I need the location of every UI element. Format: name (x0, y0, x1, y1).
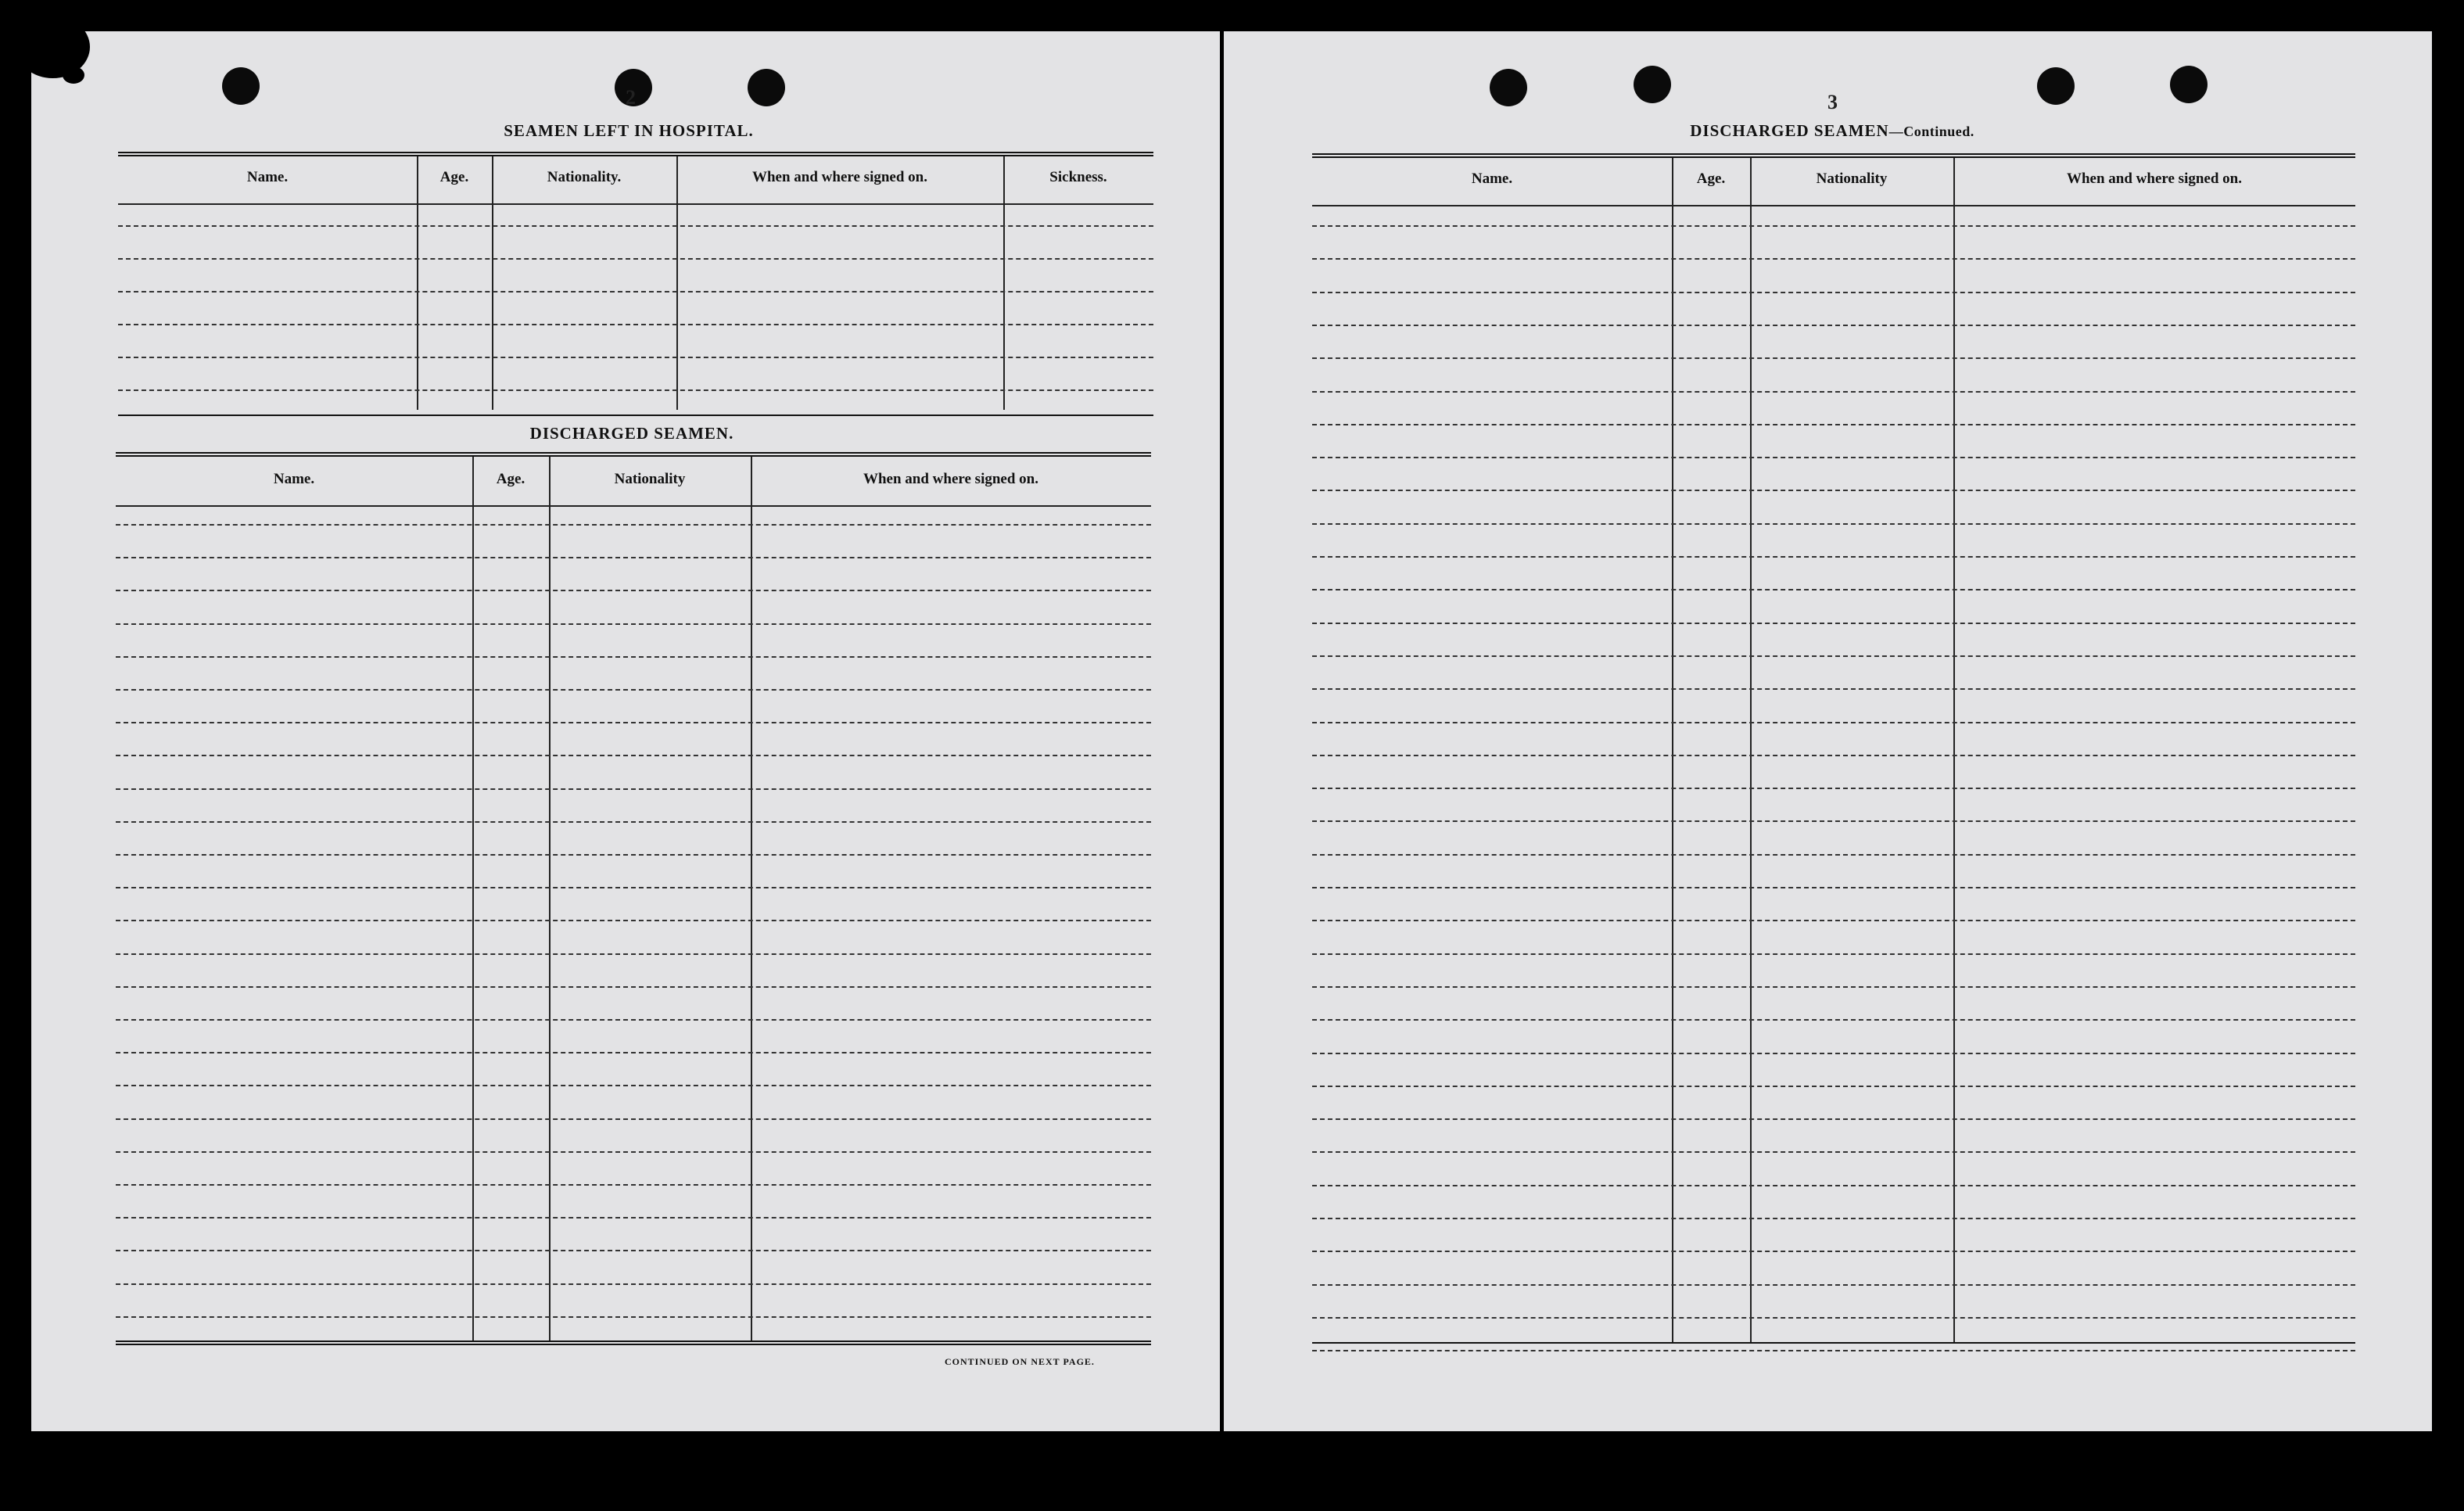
table-row (1312, 424, 2355, 425)
discharged-table (116, 452, 1151, 1383)
col-header-nationality: Nationality. (547, 169, 622, 185)
table-row (1312, 953, 2355, 955)
col-header-nationality: Nationality (1816, 170, 1888, 187)
table-row (1312, 589, 2355, 590)
title-suffix: —Continued. (1888, 124, 1974, 139)
table-row (1312, 1151, 2355, 1153)
table-row (1312, 391, 2355, 393)
table-row (118, 357, 1153, 358)
table-row (1312, 1317, 2355, 1319)
table-row (1312, 986, 2355, 988)
col-header-when-where: When and where signed on. (751, 169, 927, 185)
discharged-continued-title (1690, 121, 1974, 141)
table-row (116, 590, 1151, 591)
table-row (1312, 325, 2355, 326)
col-header-name: Name. (1471, 170, 1513, 187)
table-row (1312, 820, 2355, 822)
table-row (1312, 1118, 2355, 1120)
table-row (116, 887, 1151, 888)
table-row (118, 324, 1153, 325)
table-row (116, 557, 1151, 558)
torn-corner (63, 66, 84, 84)
punch-hole (2037, 67, 2075, 105)
table-row (1312, 623, 2355, 624)
table-row (1312, 523, 2355, 525)
table-row (1312, 1086, 2355, 1087)
table-row (1312, 225, 2355, 227)
table-row (1312, 788, 2355, 789)
table-row (1312, 920, 2355, 921)
table-row (116, 1151, 1151, 1153)
table-row (116, 821, 1151, 823)
table-row (1312, 722, 2355, 723)
table-row (116, 1052, 1151, 1053)
table-row (116, 1316, 1151, 1318)
table-row (116, 1250, 1151, 1251)
table-row (118, 225, 1153, 227)
table-row (116, 623, 1151, 625)
left-page (31, 31, 1220, 1431)
discharged-section-title: DISCHARGED SEAMEN. (529, 424, 734, 443)
table-row (116, 524, 1151, 526)
table-row (1312, 1053, 2355, 1054)
table-row (116, 854, 1151, 856)
table-row (116, 689, 1151, 691)
col-header-name: Name. (246, 169, 289, 185)
col-header-sickness: Sickness. (1049, 169, 1107, 185)
page-number: 2 (626, 86, 636, 109)
table-row (1312, 1218, 2355, 1219)
table-row (1312, 755, 2355, 756)
table-row (1312, 1251, 2355, 1252)
table-row (1312, 854, 2355, 856)
table-row (1312, 1019, 2355, 1021)
col-header-age: Age. (496, 471, 525, 487)
page-number: 3 (1827, 91, 1838, 113)
title-main: DISCHARGED SEAMEN (1690, 121, 1889, 140)
table-row (116, 986, 1151, 988)
table-row (116, 1184, 1151, 1186)
punch-hole (1634, 66, 1671, 103)
col-header-age: Age. (439, 169, 469, 185)
punch-hole (222, 67, 260, 105)
col-header-name: Name. (273, 471, 315, 487)
table-row (1312, 457, 2355, 458)
right-page (1224, 31, 2432, 1431)
col-header-when-where: When and where signed on. (863, 471, 1038, 487)
table-row (116, 1085, 1151, 1086)
punch-hole (1490, 69, 1527, 106)
table-row (116, 1217, 1151, 1218)
punch-hole (748, 69, 785, 106)
hospital-table (118, 152, 1153, 449)
table-row (116, 1019, 1151, 1021)
table-row (116, 953, 1151, 955)
discharged-continued-table (1312, 153, 2355, 1389)
table-row (1312, 292, 2355, 293)
table-row (1312, 1284, 2355, 1286)
table-row (1312, 1350, 2355, 1351)
hospital-section-title: SEAMEN LEFT IN HOSPITAL. (504, 121, 754, 140)
continued-note: CONTINUED ON NEXT PAGE. (945, 1356, 1095, 1367)
table-row (116, 788, 1151, 790)
table-row (118, 389, 1153, 391)
col-header-when-where: When and where signed on. (2066, 170, 2242, 187)
punch-hole (2170, 66, 2208, 103)
table-row (1312, 887, 2355, 888)
col-header-nationality: Nationality (614, 471, 686, 487)
table-row (116, 1118, 1151, 1120)
table-row (1312, 490, 2355, 491)
table-row (1312, 556, 2355, 558)
table-row (1312, 1185, 2355, 1186)
table-row (1312, 357, 2355, 359)
table-row (118, 291, 1153, 293)
table-row (118, 258, 1153, 260)
table-row (116, 755, 1151, 756)
col-header-age: Age. (1696, 170, 1726, 187)
table-row (116, 656, 1151, 658)
table-row (116, 1283, 1151, 1285)
table-row (1312, 655, 2355, 657)
table-row (116, 920, 1151, 921)
table-row (1312, 688, 2355, 690)
table-row (1312, 258, 2355, 260)
table-row (116, 722, 1151, 723)
